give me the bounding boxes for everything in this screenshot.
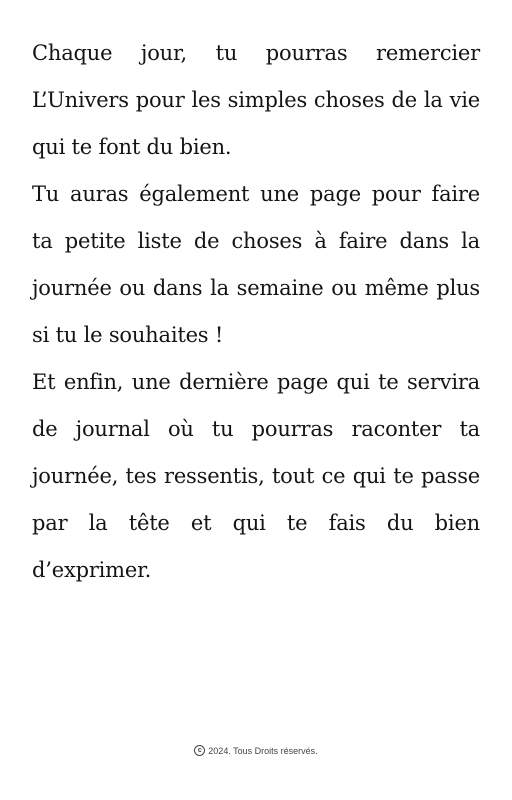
copyright-icon: c	[194, 745, 205, 756]
paragraph-journal: Et enfin, une dernière page qui te servira de journal où tu pourras raconter ta journée, tes ressentis, tout ce qui te passe par la tête et qui te fais du bien d’exprimer.	[32, 370, 480, 582]
copyright-text: 2024. Tous Droits réservés.	[208, 745, 318, 756]
paragraph-gratitude: Chaque jour, tu pourras remercier L’Univers pour les simples choses de la vie qui te font du bien.	[32, 41, 480, 159]
paragraph-todo-list: Tu auras également une page pour faire ta petite liste de choses à faire dans la journée ou dans la semaine ou même plus si tu le souhaites !	[32, 182, 480, 347]
body-text	[32, 30, 480, 594]
copyright-footer	[0, 745, 512, 756]
